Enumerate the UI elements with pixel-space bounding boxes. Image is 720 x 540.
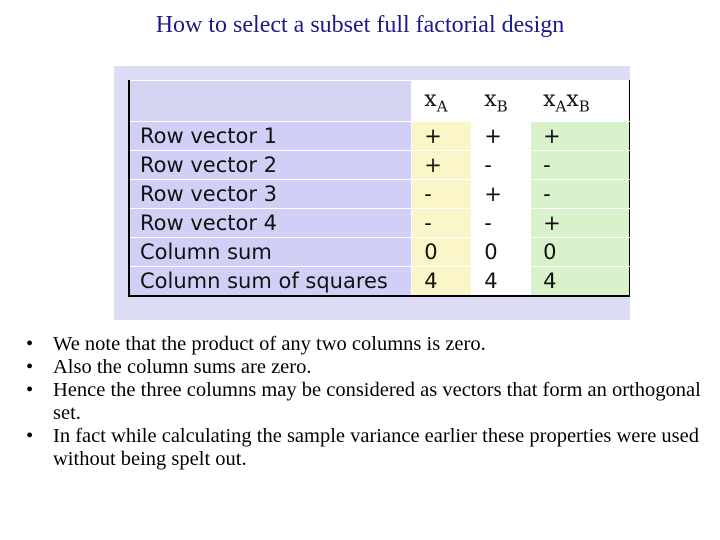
cell-xaxb: 4	[531, 267, 630, 297]
bullet-text: Also the column sums are zero.	[53, 356, 312, 378]
table-corner-cell	[129, 81, 412, 122]
cell-xb: +	[472, 122, 531, 151]
header-xb: $x_B$	[472, 81, 531, 122]
cell-xaxb: +	[531, 122, 630, 151]
cell-xa: 0	[412, 238, 472, 267]
table-row	[129, 267, 630, 297]
slide-title: How to select a subset full factorial design	[155, 12, 565, 38]
header-xaxb: $x_Ax_B$	[531, 81, 630, 122]
bullet-dot-icon: •	[26, 379, 34, 401]
cell-xa: -	[412, 180, 472, 209]
row-label: Column sum	[129, 238, 412, 267]
cell-xaxb: -	[531, 151, 630, 180]
row-label: Row vector 3	[129, 180, 412, 209]
table-row	[129, 180, 630, 209]
factorial-table-figure	[114, 66, 630, 320]
cell-xa: +	[412, 151, 472, 180]
table-row	[129, 151, 630, 180]
cell-xb: 0	[472, 238, 531, 267]
header-xa: $x_A$	[412, 81, 472, 122]
cell-xa: +	[412, 122, 472, 151]
cell-xa: 4	[412, 267, 472, 297]
cell-xaxb: 0	[531, 238, 630, 267]
bullet-dot-icon: •	[26, 425, 34, 447]
bullet-text: Hence the three columns may be considered as vectors that form an orthogonal set.	[53, 379, 701, 424]
cell-xb: +	[472, 180, 531, 209]
bullet-item	[22, 333, 712, 356]
table-header-row	[129, 81, 630, 122]
factorial-design-table	[128, 80, 630, 297]
bullet-dot-icon: •	[26, 333, 34, 355]
cell-xb: -	[472, 209, 531, 238]
bullet-text: In fact while calculating the sample variance earlier these properties were used without being spelt out.	[53, 425, 700, 470]
row-label: Row vector 1	[129, 122, 412, 151]
bullet-item	[22, 425, 712, 471]
table-row	[129, 238, 630, 267]
bullet-text: We note that the product of any two columns is zero.	[53, 333, 486, 355]
cell-xaxb: -	[531, 180, 630, 209]
bullet-item	[22, 379, 712, 425]
bullet-dot-icon: •	[26, 356, 34, 378]
cell-xb: 4	[472, 267, 531, 297]
table-row	[129, 209, 630, 238]
row-label: Row vector 2	[129, 151, 412, 180]
cell-xb: -	[472, 151, 531, 180]
cell-xaxb: +	[531, 209, 630, 238]
bullet-item	[22, 356, 712, 379]
bullet-list	[22, 333, 712, 471]
row-label: Row vector 4	[129, 209, 412, 238]
cell-xa: -	[412, 209, 472, 238]
table-row	[129, 122, 630, 151]
row-label: Column sum of squares	[129, 267, 412, 297]
